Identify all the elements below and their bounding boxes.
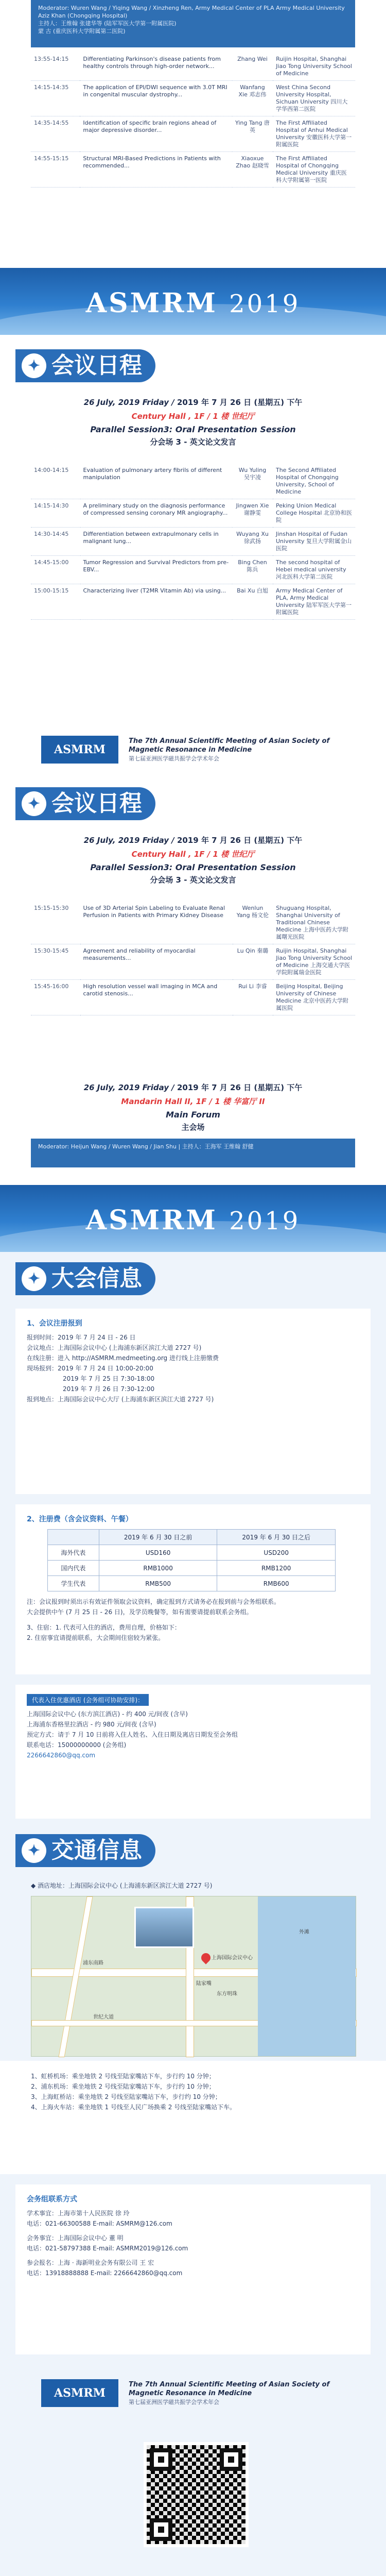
table-row [31, 980, 355, 1015]
venue-en: Mandarin Hall II, 1F [121, 1097, 207, 1106]
asmrm-banner [0, 268, 386, 335]
session-date: 26 July, 2019 Friday / 2019 年 7 月 26 日 (星期五) 下午 [83, 398, 303, 407]
asmrm-banner [0, 1185, 386, 1252]
table-row [31, 944, 355, 980]
org-cell: The First Affiliated Hospital of Anhui Medical University 安徽医科大学第一附属医院 [273, 116, 355, 152]
hotel-notice-title: 代表入住优惠酒店 (会务组可协助安排)： [27, 1694, 149, 1706]
contact-line: 参会报名：上海 · 海新明业会务有限公司 王 宏 [27, 2259, 154, 2266]
session-venue: Century Hall , 1F / 1 楼 世纪厅 [131, 850, 255, 859]
session-a-table-wrap [0, 459, 386, 726]
speaker-cell: Rui Li 李睿 [233, 980, 273, 1015]
info-line: 大会提供中午 (7 月 25 日 - 26 日)，及学员晚餐等，如有需要请提前联系会务组。 [27, 1608, 253, 1616]
moderator-line: Aziz Khan (Chongqing Hospital) [38, 12, 128, 19]
org-cell: The Second Affiliated Hospital of Chongqing University, School of Medicine [273, 464, 355, 499]
org-cell: Peking Union Medical College Hospital 北京协和医院 [273, 499, 355, 528]
speaker-cell: Bai Xu 白旭 [232, 584, 273, 620]
fee-header [48, 1530, 99, 1545]
contact-line: 电话：021-58797388 E-mail: ASMRM2019@126.com [27, 2245, 188, 2252]
fee-cell: RMB500 [99, 1576, 217, 1591]
session-b-table-wrap [0, 896, 386, 1082]
speaker-cell: Zhang Wei [232, 53, 273, 81]
society-name: The 7th Annual Scientific Meeting of Asian Society of Magnetic Resonance in Medicine [129, 2381, 330, 2397]
fee-row [48, 1576, 336, 1591]
map-label: 外滩 [299, 1929, 309, 1935]
info-line: 2019 年 7 月 25 日 7:30-18:00 [63, 1375, 155, 1382]
table-row [31, 902, 355, 944]
fee-cell: USD200 [217, 1545, 336, 1561]
session-header [0, 835, 386, 896]
program-title-text: 会议日程 [51, 352, 142, 379]
topic-cell: Differentiation between extrapulmonary cells in malignant lung... [80, 528, 233, 556]
info-line: 注：会议报到时须出示有效证件领取会议资料，确定报到方式请务必在报到前与会务组联系。 [27, 1598, 280, 1605]
fee-cell: 学生代表 [48, 1576, 99, 1591]
society-name-zh: 第七届亚洲医学磁共振学会学术年会 [129, 2399, 219, 2405]
session-date-en: 26 July, 2019 Friday [83, 1083, 169, 1092]
fee-header-row [48, 1530, 336, 1545]
org-cell: West China Second University Hospital, Sichuan University 四川大学华西第二医院 [273, 81, 355, 116]
fee-cell: RMB1200 [217, 1561, 336, 1576]
topic-cell: High resolution vessel wall imaging in MCA and carotid stenosis... [80, 980, 233, 1015]
session-date: 26 July, 2019 Friday / 2019 年 7 月 26 日 (星期五) 下午 [83, 1083, 303, 1092]
time-cell: 14:35-14:55 [31, 116, 80, 152]
speaker-cell: Wanfang Xie 邓志伟 [232, 81, 273, 116]
fee-cell: 国内代表 [48, 1561, 99, 1576]
banner-logo [0, 1205, 386, 1236]
session-date-zh: 2019 年 7 月 26 日 (星期五) 下午 [177, 836, 303, 845]
session-venue: Mandarin Hall II, 1F / 1 楼 华富厅 II [121, 1097, 265, 1106]
info-title-text: 大会信息 [51, 1265, 142, 1292]
brand-year: 2019 [229, 1207, 301, 1235]
table-row [31, 528, 355, 556]
time-cell: 15:00-15:15 [31, 584, 80, 620]
email-link[interactable]: 2266642860@qq.com [27, 1752, 96, 1759]
route-list [31, 2071, 355, 2112]
speaker-cell: Jingwen Xie 谢静雯 [232, 499, 273, 528]
venue-en: Century Hall , 1F [131, 412, 205, 421]
session-name: Parallel Session3: Oral Presentation Session [90, 425, 296, 434]
speaker-cell: Ying Tang 唐英 [232, 116, 273, 152]
map-label: 上海国际会议中心 [212, 1955, 253, 1961]
top-schedule [0, 0, 386, 268]
info-line: 上海浦东香格里拉酒店 - 约 980 元/间夜 (含早) [27, 1721, 156, 1728]
qr-finder-icon [220, 2448, 242, 2471]
program-title [15, 349, 155, 382]
info-title [15, 1262, 155, 1295]
contact-line: 电话：021-66300588 E-mail: ASMRM@126.com [27, 2220, 172, 2227]
session-date-zh: 2019 年 7 月 26 日 (星期五) 下午 [177, 398, 303, 407]
fee-panel [15, 1504, 371, 1674]
topic-cell: Structural MRI-Based Predictions in Patients with recommended... [80, 152, 232, 188]
banner-logo [0, 287, 386, 319]
speaker-cell: Xiaoxue Zhao 赵晓雪 [232, 152, 273, 188]
session-header [0, 397, 386, 459]
qr-code[interactable] [144, 2442, 249, 2547]
speech-bubble-icon: ✦ [22, 353, 46, 378]
topic-cell: Differentiating Parkinson's disease patients from healthy controls through high-order network... [80, 53, 232, 81]
program-title-band [0, 335, 386, 397]
info-line: 报到时间：2019 年 7 月 24 日 - 26 日 [27, 1334, 136, 1341]
route-line: 1、虹桥机场：乘坐地铁 2 号线至陆家嘴站下车，步行约 10 分钟； [31, 2073, 215, 2080]
fee-row [48, 1561, 336, 1576]
program-title [15, 787, 155, 820]
time-cell: 15:15-15:30 [31, 902, 80, 944]
fee-cell: RMB600 [217, 1576, 336, 1591]
fee-row [48, 1545, 336, 1561]
org-cell: Jinshan Hospital of Fudan University 复旦大学附属金山医院 [273, 528, 355, 556]
topic-cell: Characterizing liver (T2MR Vitamin Ab) via using... [80, 584, 233, 620]
topic-cell: Agreement and reliability of myocardial measurements... [80, 944, 233, 980]
contact-title: 会务组联系方式 [27, 2195, 77, 2204]
org-cell: Ruijin Hospital, Shanghai Jiao Tong University School of Medicine 上海交通大学医学院附属瑞金医院 [273, 944, 355, 980]
session-venue: Century Hall , 1F / 1 楼 世纪厅 [131, 412, 255, 421]
program-title-text: 会议日程 [51, 790, 142, 817]
session-name-zh: 分会场 3 - 英文论文发言 [150, 437, 236, 447]
speaker-cell: Lu Qin 秦璐 [233, 944, 273, 980]
river [258, 1896, 356, 2056]
venue-zh: 1 楼 世纪厅 [213, 412, 255, 421]
fee-cell: RMB1000 [99, 1561, 217, 1576]
info-line: 报到地点：上海国际会议中心大厅 (上海浦东新区滨江大道 2727 号) [27, 1396, 214, 1403]
contact-line: 电话：13918888888 E-mail: 2266642860@qq.com [27, 2269, 183, 2277]
schedule-table [31, 53, 355, 188]
registration-panel [15, 1309, 371, 1494]
session-name: Main Forum [166, 1110, 220, 1120]
speaker-cell: Wuyang Xu 徐武扬 [232, 528, 273, 556]
info-line: 3、住宿：1. 代表可入住的酒店，费用自理，价格如下： [27, 1624, 181, 1631]
brand-year: 2019 [229, 290, 301, 318]
info-line: 2. 住宿事宜请提前联系，大会期间住宿较为紧张。 [27, 1634, 165, 1641]
table-row [31, 116, 355, 152]
session-name-zh: 主会场 [181, 1123, 205, 1132]
org-cell: Shuguang Hospital, Shanghai University of Traditional Chinese Medicine 上海中医药大学附属曙光医院 [273, 902, 355, 944]
session-header [0, 1082, 386, 1139]
table-row [31, 464, 355, 499]
venue-zh: 1 楼 华富厅 II [215, 1097, 265, 1106]
contact-panel [15, 2184, 371, 2354]
map-label: 世纪大道 [93, 2014, 114, 2020]
info-line: 在线注册：进入 http://ASMRM.medmeeting.org 进行线上注册缴费 [27, 1354, 219, 1362]
venue-en: Century Hall , 1F [131, 850, 205, 859]
qr-finder-icon [150, 2518, 172, 2541]
venue-photo [134, 1907, 194, 1948]
session-date: 26 July, 2019 Friday / 2019 年 7 月 26 日 (星期五) 下午 [83, 836, 303, 845]
fee-cell: 海外代表 [48, 1545, 99, 1561]
fee-header: 2019 年 6 月 30 日之前 [99, 1530, 217, 1545]
topic-cell: Identification of specific brain regions ahead of major depressive disorder... [80, 116, 232, 152]
traffic-title-text: 交通信息 [51, 1837, 142, 1863]
session-date-en: 26 July, 2019 Friday [83, 836, 169, 845]
info-line: 联系电话：15000000000 (会务组) [27, 1741, 127, 1749]
moderator-strip [31, 0, 355, 47]
org-cell: Beijing Hospital, Beijing University of Chinese Medicine 北京中医药大学附属医院 [273, 980, 355, 1015]
time-cell: 13:55-14:15 [31, 53, 80, 81]
topic-cell: Use of 3D Arterial Spin Labeling to Evaluate Renal Perfusion in Patients with Primary Kidney Disease [80, 902, 233, 944]
route-panel [0, 2061, 386, 2174]
session-date-zh: 2019 年 7 月 26 日 (星期五) 下午 [177, 1083, 303, 1092]
topic-cell: The application of EPI/DWI sequence with 3.0T MRI in congenital muscular dystrophy... [80, 81, 232, 116]
asmrm-logo: ASMRM [41, 2379, 118, 2407]
traffic-title [15, 1834, 155, 1867]
society-name-zh: 第七届亚洲医学磁共振学会学术年会 [129, 755, 219, 762]
topic-cell: A preliminary study on the diagnosis performance of compressed sensing coronary MR angiography... [80, 499, 233, 528]
table-row [31, 584, 355, 620]
main-forum-strip-wrap [0, 1139, 386, 1185]
speech-bubble-icon: ✦ [22, 791, 46, 816]
speaker-cell: Bing Chen 陈兵 [232, 556, 273, 584]
time-cell: 14:15-14:35 [31, 81, 80, 116]
fee-title: 2、注册费（含会议资料、午餐） [27, 1515, 133, 1523]
moderator-line: 主持人：王维翰 张建华等 (陆军军医大学第一附属医院) [38, 20, 177, 27]
speech-bubble-icon: ✦ [22, 1266, 46, 1291]
info-line: 2019 年 7 月 26 日 7:30-12:00 [63, 1385, 155, 1393]
info-line: 会议地点：上海国际会议中心 (上海浦东新区滨江大道 2727 号) [27, 1344, 202, 1351]
speaker-cell: Wu Yuling 吴宇凌 [232, 464, 273, 499]
time-cell: 14:30-14:45 [31, 528, 80, 556]
session-date-en: 26 July, 2019 Friday [83, 398, 169, 407]
org-cell: The First Affiliated Hospital of Chongqing Medical University 重庆医科大学附属第一医院 [273, 152, 355, 188]
venue-zh: 1 楼 世纪厅 [213, 850, 255, 859]
moderator-line: 蒙 古 (重庆医科大学附属第二医院) [38, 28, 126, 35]
asmrm-logo: ASMRM [41, 736, 118, 764]
registration-title: 1、会议注册报到 [27, 1319, 82, 1328]
session-b-table [31, 902, 355, 1015]
table-row [31, 53, 355, 81]
session-name-zh: 分会场 3 - 英文论文发言 [150, 875, 236, 885]
time-cell: 14:55-15:15 [31, 152, 80, 188]
venue-address: ◆ 酒店地址：上海国际会议中心 (上海浦东新区滨江大道 2727 号) [31, 1882, 213, 1889]
topic-cell: Tumor Regression and Survival Predictors from pre-EBV... [80, 556, 233, 584]
time-cell: 15:45-16:00 [31, 980, 80, 1015]
time-cell: 15:30-15:45 [31, 944, 80, 980]
org-cell: The second hospital of Hebei medical university 河北医科大学第二医院 [273, 556, 355, 584]
map-label: 东方明珠 [217, 1991, 237, 1997]
moderator-line: Moderator: Wuren Wang / Yiqing Wang / Xinzheng Ren, Army Medical Center of PLA Army Medical University [38, 5, 345, 11]
fee-header: 2019 年 6 月 30 日之后 [217, 1530, 336, 1545]
session-name: Parallel Session3: Oral Presentation Session [90, 862, 296, 872]
org-cell: Ruijin Hospital, Shanghai Jiao Tong University School of Medicine [273, 53, 355, 81]
org-cell: Army Medical Center of PLA, Army Medical University 陆军军医大学第一附属医院 [273, 584, 355, 620]
table-row [31, 499, 355, 528]
society-text [129, 737, 355, 763]
table-row [31, 556, 355, 584]
info-line: 上海国际会议中心 (东方滨江酒店) - 约 400 元/间夜 (含早) [27, 1710, 188, 1718]
fee-cell: USD160 [99, 1545, 217, 1561]
traffic-map[interactable] [31, 1896, 356, 2057]
map-label: 浦东南路 [83, 1960, 103, 1966]
topic-cell: Evaluation of pulmonary artery fibrils of different manipulation [80, 464, 233, 499]
time-cell: 14:00-14:15 [31, 464, 80, 499]
table-row [31, 81, 355, 116]
route-line: 2、浦东机场：乘坐地铁 2 号线至陆家嘴站下车，步行约 10 分钟； [31, 2083, 215, 2090]
qr-finder-icon [150, 2448, 172, 2471]
moderator-strip: Moderator: Heijun Wang / Wuren Wang / Jian Shu | 主持人：王海军 王维翰 舒健 [31, 1139, 355, 1167]
speech-bubble-icon: ✦ [22, 1838, 46, 1863]
info-line: 现场报到：2019 年 7 月 24 日 10:00-20:00 [27, 1365, 153, 1372]
time-cell: 14:15-14:30 [31, 499, 80, 528]
society-text [129, 2380, 355, 2406]
speaker-cell: Wenlun Yang 杨文伦 [233, 902, 273, 944]
time-cell: 14:45-15:00 [31, 556, 80, 584]
map-road [58, 1896, 93, 2057]
brand-name: ASMRM [85, 1205, 218, 1236]
table-row [31, 152, 355, 188]
brand-name: ASMRM [85, 287, 218, 319]
map-label: 陆家嘴 [196, 1981, 212, 1987]
society-band [0, 726, 386, 773]
contact-line: 学术事宜：上海市第十人民医院 徐 玲 [27, 2210, 130, 2217]
location-pin-icon [199, 1951, 212, 1964]
route-line: 4、上海火车站：乘坐地铁 1 号线至人民广场换乘 2 号线至陆家嘴站下车。 [31, 2104, 236, 2111]
session-a-table [31, 464, 355, 620]
contact-line: 会务事宜：上海国际会议中心 董 明 [27, 2234, 124, 2242]
route-line: 3、上海虹桥站：乘坐地铁 2 号线至陆家嘴站下车，步行约 10 分钟； [31, 2093, 221, 2100]
society-name: The 7th Annual Scientific Meeting of Asian Society of Magnetic Resonance in Medicine [129, 737, 330, 754]
hotel-panel [15, 1685, 371, 1819]
fee-table [47, 1529, 336, 1591]
program-title-band [0, 773, 386, 835]
info-line: 预定方式：请于 7 月 10 日前将入住人姓名、入住日期及离店日期发至会务组 [27, 1731, 238, 1738]
society-band [0, 2370, 386, 2416]
